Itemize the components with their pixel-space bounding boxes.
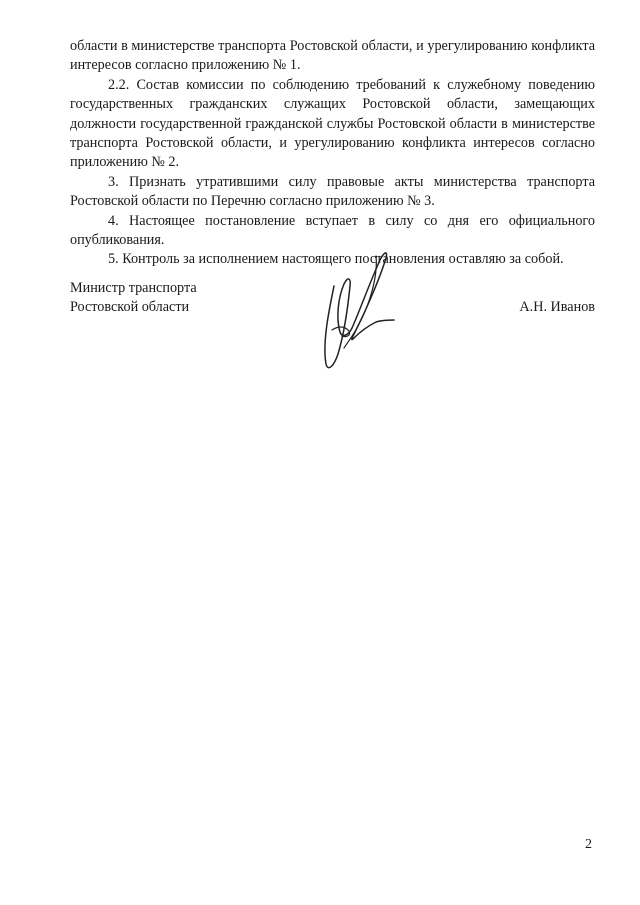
paragraph-continuation: области в министерстве транспорта Ростовской области, и урегулированию конфликта интересов согласно приложению № 1. (70, 38, 595, 74)
handwritten-signature (318, 246, 398, 374)
signatory-name: А.Н. Иванов (519, 299, 595, 315)
signatory-title-line-1: Министр транспорта (70, 280, 197, 296)
paragraph-2-2: 2.2. Состав комиссии по соблюдению требований к служебному поведению государственных гражданских служащих Ростовской области, замещающих должности государственной гражданской службы Ростовской области в министерстве транспорта Ростовской области, и урегулированию конфликта интересов согласно приложению № 2. (70, 76, 595, 171)
page-number: 2 (585, 837, 592, 852)
paragraph-5: 5. Контроль за исполнением настоящего постановления оставляю за собой. (108, 251, 564, 268)
paragraph-4: 4. Настоящее постановление вступает в силу со дня его официального опубликования. (70, 212, 595, 249)
signatory-title-line-2: Ростовской области (70, 299, 190, 316)
paragraph-3: 3. Признать утратившими силу правовые акты министерства транспорта Ростовской области по Перечню согласно приложению № 3. (70, 173, 595, 210)
document-body (70, 37, 595, 270)
